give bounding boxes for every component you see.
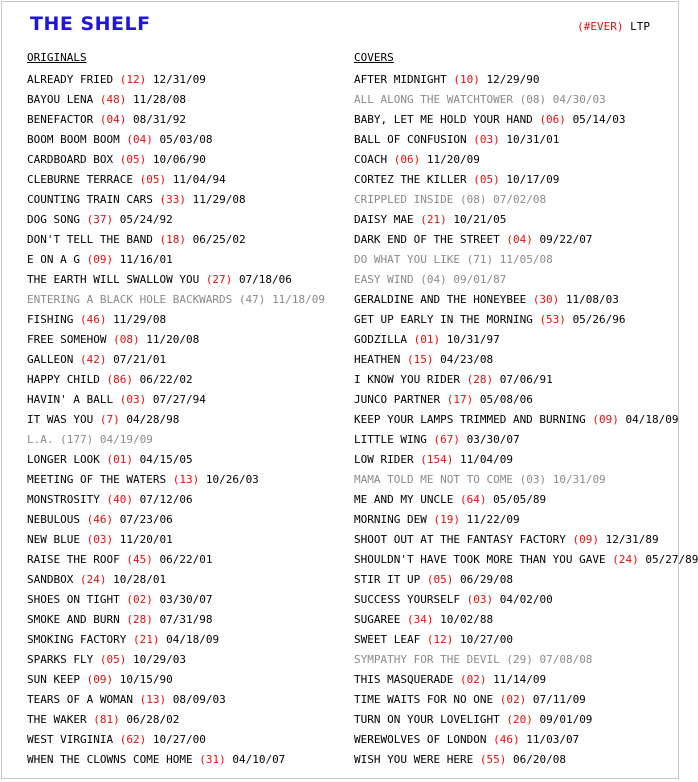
play-count: (20) (506, 713, 533, 726)
play-count: (24) (79, 573, 107, 586)
song-row (354, 610, 698, 630)
song-row (27, 550, 325, 570)
play-count: (7) (99, 413, 120, 426)
song-row (27, 430, 325, 450)
last-played-date: 03/30/07 (466, 433, 520, 446)
last-played-date: 06/29/08 (459, 573, 513, 586)
song-title: DARK END OF THE STREET (354, 233, 500, 246)
song-title: SMOKE AND BURN (27, 613, 120, 626)
play-count: (17) (446, 393, 474, 406)
play-count: (13) (139, 693, 167, 706)
originals-heading: ORIGINALS (27, 51, 87, 64)
shelf-panel (1, 1, 698, 779)
last-played-date: 06/28/02 (126, 713, 180, 726)
last-played-date: 05/27/89 (645, 553, 698, 566)
last-played-date: 07/08/08 (539, 653, 593, 666)
last-played-date: 10/27/00 (459, 633, 513, 646)
song-title: BENEFACTOR (27, 113, 94, 126)
play-count: (47) (238, 293, 266, 306)
last-played-date: 11/16/01 (119, 253, 173, 266)
last-played-date: 04/15/05 (139, 453, 193, 466)
play-count: (02) (126, 593, 153, 606)
last-played-date: 09/01/87 (453, 273, 507, 286)
last-played-date: 06/22/01 (159, 553, 213, 566)
song-row (354, 470, 698, 490)
play-count: (10) (453, 73, 480, 86)
song-row (354, 450, 698, 470)
song-title: GODZILLA (354, 333, 407, 346)
song-title: GET UP EARLY IN THE MORNING (354, 313, 533, 326)
song-row (27, 490, 325, 510)
play-count: (04) (99, 113, 127, 126)
play-count: (04) (420, 273, 447, 286)
last-played-date: 06/22/02 (139, 373, 193, 386)
song-row (27, 690, 325, 710)
song-row (354, 710, 698, 730)
play-count: (05) (139, 173, 167, 186)
song-title: DAISY MAE (354, 213, 414, 226)
play-count: (55) (479, 753, 507, 766)
song-row (27, 470, 325, 490)
legend-ever: (#EVER) (577, 20, 624, 33)
song-row (354, 370, 698, 390)
song-row (354, 290, 698, 310)
song-row (27, 190, 325, 210)
play-count: (03) (119, 393, 147, 406)
song-row (354, 250, 698, 270)
song-title: SANDBOX (27, 573, 74, 586)
song-row (27, 570, 325, 590)
play-count: (09) (572, 533, 600, 546)
song-row (354, 530, 698, 550)
song-title: HAPPY CHILD (27, 373, 100, 386)
song-title: LOW RIDER (354, 453, 414, 466)
song-row (27, 130, 325, 150)
play-count: (29) (506, 653, 533, 666)
last-played-date: 11/20/09 (426, 153, 480, 166)
last-played-date: 11/18/09 (272, 293, 326, 306)
play-count: (37) (86, 213, 114, 226)
song-row (354, 210, 698, 230)
play-count: (03) (86, 533, 114, 546)
song-title: ALREADY FRIED (27, 73, 114, 86)
last-played-date: 07/23/06 (119, 513, 173, 526)
last-played-date: 10/29/03 (132, 653, 186, 666)
song-row (354, 430, 698, 450)
play-count: (46) (79, 313, 107, 326)
song-title: ENTERING A BLACK HOLE BACKWARDS (27, 293, 233, 306)
last-played-date: 11/05/08 (499, 253, 553, 266)
last-played-date: 05/03/08 (159, 133, 213, 146)
play-count: (05) (473, 173, 500, 186)
song-title: SUGAREE (354, 613, 401, 626)
play-count: (27) (205, 273, 233, 286)
play-count: (06) (393, 153, 421, 166)
last-played-date: 10/21/05 (453, 213, 507, 226)
song-row (27, 330, 325, 350)
last-played-date: 07/06/91 (499, 373, 553, 386)
song-title: MORNING DEW (354, 513, 427, 526)
last-played-date: 05/26/96 (572, 313, 626, 326)
last-played-date: 04/30/03 (552, 93, 606, 106)
song-row (27, 250, 325, 270)
last-played-date: 07/18/06 (238, 273, 292, 286)
play-count: (31) (199, 753, 226, 766)
last-played-date: 11/29/08 (113, 313, 167, 326)
originals-column (27, 50, 325, 770)
song-row (354, 410, 698, 430)
song-row (354, 650, 698, 670)
play-count: (08) (113, 333, 140, 346)
song-title: AFTER MIDNIGHT (354, 73, 447, 86)
play-count: (81) (93, 713, 120, 726)
play-count: (01) (106, 453, 133, 466)
last-played-date: 06/25/02 (192, 233, 246, 246)
play-count: (45) (126, 553, 153, 566)
song-title: TEARS OF A WOMAN (27, 693, 133, 706)
play-count: (46) (86, 513, 114, 526)
play-count: (42) (79, 353, 107, 366)
last-played-date: 11/28/08 (132, 93, 186, 106)
song-row (354, 150, 698, 170)
play-count: (154) (420, 453, 454, 466)
play-count: (09) (592, 413, 619, 426)
song-row (27, 210, 325, 230)
last-played-date: 04/28/98 (126, 413, 180, 426)
last-played-date: 11/08/03 (565, 293, 619, 306)
song-row (354, 350, 698, 370)
song-row (27, 350, 325, 370)
song-title: FISHING (27, 313, 74, 326)
play-count: (03) (519, 473, 547, 486)
song-title: COACH (354, 153, 388, 166)
song-title: BAYOU LENA (27, 93, 94, 106)
song-title: LITTLE WING (354, 433, 427, 446)
play-count: (02) (499, 693, 527, 706)
song-row (27, 710, 325, 730)
last-played-date: 11/20/01 (119, 533, 173, 546)
play-count: (09) (86, 253, 114, 266)
song-title: COUNTING TRAIN CARS (27, 193, 153, 206)
song-row (354, 190, 698, 210)
play-count: (86) (106, 373, 133, 386)
play-count: (21) (132, 633, 160, 646)
last-played-date: 06/20/08 (512, 753, 566, 766)
song-title: E ON A G (27, 253, 80, 266)
play-count: (19) (433, 513, 460, 526)
song-title: BALL OF CONFUSION (354, 133, 467, 146)
last-played-date: 10/17/09 (506, 173, 560, 186)
song-title: MONSTROSITY (27, 493, 100, 506)
song-row (27, 650, 325, 670)
last-played-date: 12/31/89 (605, 533, 659, 546)
song-row (354, 550, 698, 570)
play-count: (03) (466, 593, 494, 606)
play-count: (67) (433, 433, 460, 446)
song-row (354, 270, 698, 290)
last-played-date: 10/27/00 (152, 733, 206, 746)
song-title: SUN KEEP (27, 673, 80, 686)
last-played-date: 11/04/94 (172, 173, 226, 186)
play-count: (09) (86, 673, 114, 686)
last-played-date: 05/24/92 (119, 213, 173, 226)
last-played-date: 04/02/00 (499, 593, 553, 606)
legend-ltp: LTP (630, 20, 650, 33)
last-played-date: 11/22/09 (466, 513, 520, 526)
play-count: (05) (426, 573, 454, 586)
song-title: THE WAKER (27, 713, 87, 726)
last-played-date: 07/11/09 (532, 693, 586, 706)
song-row (27, 730, 325, 750)
play-count: (33) (159, 193, 186, 206)
song-title: DOG SONG (27, 213, 80, 226)
song-row (354, 310, 698, 330)
play-count: (53) (539, 313, 566, 326)
last-played-date: 10/31/09 (552, 473, 606, 486)
song-row (27, 110, 325, 130)
song-title: ME AND MY UNCLE (354, 493, 454, 506)
play-count: (12) (119, 73, 147, 86)
song-title: DO WHAT YOU LIKE (354, 253, 460, 266)
play-count: (18) (159, 233, 186, 246)
play-count: (03) (473, 133, 500, 146)
song-row (354, 670, 698, 690)
song-row (27, 70, 325, 90)
last-played-date: 03/30/07 (159, 593, 213, 606)
last-played-date: 07/31/98 (159, 613, 213, 626)
song-title: TIME WAITS FOR NO ONE (354, 693, 494, 706)
last-played-date: 11/03/07 (526, 733, 580, 746)
song-row (27, 510, 325, 530)
play-count: (40) (106, 493, 133, 506)
song-row (27, 390, 325, 410)
song-title: SHOES ON TIGHT (27, 593, 120, 606)
song-title: WHEN THE CLOWNS COME HOME (27, 753, 193, 766)
legend (577, 20, 650, 33)
song-title: LONGER LOOK (27, 453, 100, 466)
last-played-date: 07/27/94 (152, 393, 206, 406)
play-count: (34) (406, 613, 434, 626)
page-title: THE SHELF (30, 13, 151, 35)
song-row (27, 150, 325, 170)
song-row (27, 230, 325, 250)
song-row (27, 90, 325, 110)
song-title: THE EARTH WILL SWALLOW YOU (27, 273, 200, 286)
play-count: (177) (60, 433, 94, 446)
song-row (354, 570, 698, 590)
song-row (27, 310, 325, 330)
song-title: CLEBURNE TERRACE (27, 173, 133, 186)
song-title: THIS MASQUERADE (354, 673, 454, 686)
song-title: SMOKING FACTORY (27, 633, 127, 646)
play-count: (08) (459, 193, 487, 206)
last-played-date: 11/04/09 (459, 453, 513, 466)
covers-list (354, 70, 698, 770)
song-title: BABY, LET ME HOLD YOUR HAND (354, 113, 533, 126)
song-title: WEREWOLVES OF LONDON (354, 733, 487, 746)
song-title: DON'T TELL THE BAND (27, 233, 153, 246)
song-row (354, 750, 698, 770)
play-count: (48) (99, 93, 127, 106)
last-played-date: 04/23/08 (440, 353, 494, 366)
song-row (354, 90, 698, 110)
last-played-date: 07/21/01 (113, 353, 167, 366)
song-title: L.A. (27, 433, 54, 446)
song-row (27, 410, 325, 430)
originals-list (27, 70, 325, 770)
song-row (354, 390, 698, 410)
play-count: (06) (539, 113, 566, 126)
song-title: GALLEON (27, 353, 74, 366)
last-played-date: 04/18/09 (625, 413, 679, 426)
song-title: SUCCESS YOURSELF (354, 593, 460, 606)
play-count: (30) (532, 293, 560, 306)
song-row (27, 450, 325, 470)
play-count: (64) (459, 493, 487, 506)
song-title: ALL ALONG THE WATCHTOWER (354, 93, 513, 106)
last-played-date: 07/02/08 (493, 193, 547, 206)
song-title: WEST VIRGINIA (27, 733, 114, 746)
song-title: STIR IT UP (354, 573, 421, 586)
song-title: EASY WIND (354, 273, 414, 286)
song-title: IT WAS YOU (27, 413, 94, 426)
last-played-date: 09/01/09 (539, 713, 593, 726)
last-played-date: 10/15/90 (119, 673, 173, 686)
song-row (27, 610, 325, 630)
last-played-date: 10/28/01 (113, 573, 167, 586)
song-row (27, 530, 325, 550)
play-count: (28) (466, 373, 494, 386)
last-played-date: 10/06/90 (152, 153, 206, 166)
song-row (354, 630, 698, 650)
song-title: SHOOT OUT AT THE FANTASY FACTORY (354, 533, 566, 546)
play-count: (21) (420, 213, 447, 226)
covers-heading: COVERS (354, 51, 394, 64)
song-title: BOOM BOOM BOOM (27, 133, 120, 146)
play-count: (15) (406, 353, 434, 366)
last-played-date: 10/31/97 (446, 333, 500, 346)
play-count: (71) (466, 253, 494, 266)
last-played-date: 12/31/09 (152, 73, 206, 86)
song-title: HEATHEN (354, 353, 401, 366)
song-title: CORTEZ THE KILLER (354, 173, 467, 186)
song-title: KEEP YOUR LAMPS TRIMMED AND BURNING (354, 413, 586, 426)
song-row (354, 510, 698, 530)
song-row (354, 230, 698, 250)
last-played-date: 10/02/88 (440, 613, 494, 626)
song-row (354, 490, 698, 510)
song-title: MEETING OF THE WATERS (27, 473, 167, 486)
song-row (27, 670, 325, 690)
last-played-date: 12/29/90 (486, 73, 540, 86)
song-title: SYMPATHY FOR THE DEVIL (354, 653, 500, 666)
song-row (27, 170, 325, 190)
song-row (354, 170, 698, 190)
song-row (27, 630, 325, 650)
song-title: GERALDINE AND THE HONEYBEE (354, 293, 527, 306)
song-row (27, 750, 325, 770)
song-row (354, 130, 698, 150)
last-played-date: 08/31/92 (132, 113, 186, 126)
play-count: (62) (119, 733, 147, 746)
play-count: (01) (413, 333, 441, 346)
song-title: NEBULOUS (27, 513, 80, 526)
song-title: JUNCO PARTNER (354, 393, 441, 406)
song-row (354, 110, 698, 130)
play-count: (05) (119, 153, 147, 166)
song-title: SWEET LEAF (354, 633, 421, 646)
last-played-date: 11/29/08 (192, 193, 246, 206)
song-row (27, 590, 325, 610)
play-count: (12) (426, 633, 454, 646)
song-row (27, 370, 325, 390)
song-title: HAVIN' A BALL (27, 393, 114, 406)
song-row (354, 330, 698, 350)
song-row (27, 270, 325, 290)
last-played-date: 04/10/07 (232, 753, 286, 766)
last-played-date: 05/05/89 (493, 493, 547, 506)
play-count: (05) (99, 653, 127, 666)
song-title: CRIPPLED INSIDE (354, 193, 454, 206)
song-title: FREE SOMEHOW (27, 333, 107, 346)
song-title: I KNOW YOU RIDER (354, 373, 460, 386)
song-row (354, 70, 698, 90)
song-title: MAMA TOLD ME NOT TO COME (354, 473, 513, 486)
last-played-date: 07/12/06 (139, 493, 193, 506)
last-played-date: 11/20/08 (146, 333, 200, 346)
last-played-date: 10/31/01 (506, 133, 560, 146)
play-count: (13) (172, 473, 200, 486)
last-played-date: 08/09/03 (172, 693, 226, 706)
play-count: (28) (126, 613, 153, 626)
last-played-date: 11/14/09 (493, 673, 547, 686)
last-played-date: 05/14/03 (572, 113, 626, 126)
song-title: CARDBOARD BOX (27, 153, 114, 166)
play-count: (24) (612, 553, 639, 566)
song-title: TURN ON YOUR LOVELIGHT (354, 713, 500, 726)
song-title: SPARKS FLY (27, 653, 94, 666)
last-played-date: 10/26/03 (205, 473, 259, 486)
covers-column (354, 50, 698, 770)
play-count: (04) (126, 133, 153, 146)
song-row (354, 730, 698, 750)
song-row (354, 590, 698, 610)
song-title: WISH YOU WERE HERE (354, 753, 474, 766)
song-title: SHOULDN'T HAVE TOOK MORE THAN YOU GAVE (354, 553, 606, 566)
song-row (354, 690, 698, 710)
play-count: (46) (493, 733, 520, 746)
last-played-date: 04/18/09 (166, 633, 220, 646)
song-title: RAISE THE ROOF (27, 553, 120, 566)
song-title: NEW BLUE (27, 533, 80, 546)
last-played-date: 09/22/07 (539, 233, 593, 246)
play-count: (04) (506, 233, 533, 246)
play-count: (02) (459, 673, 487, 686)
last-played-date: 04/19/09 (99, 433, 153, 446)
last-played-date: 05/08/06 (479, 393, 533, 406)
play-count: (08) (519, 93, 547, 106)
song-row (27, 290, 325, 310)
